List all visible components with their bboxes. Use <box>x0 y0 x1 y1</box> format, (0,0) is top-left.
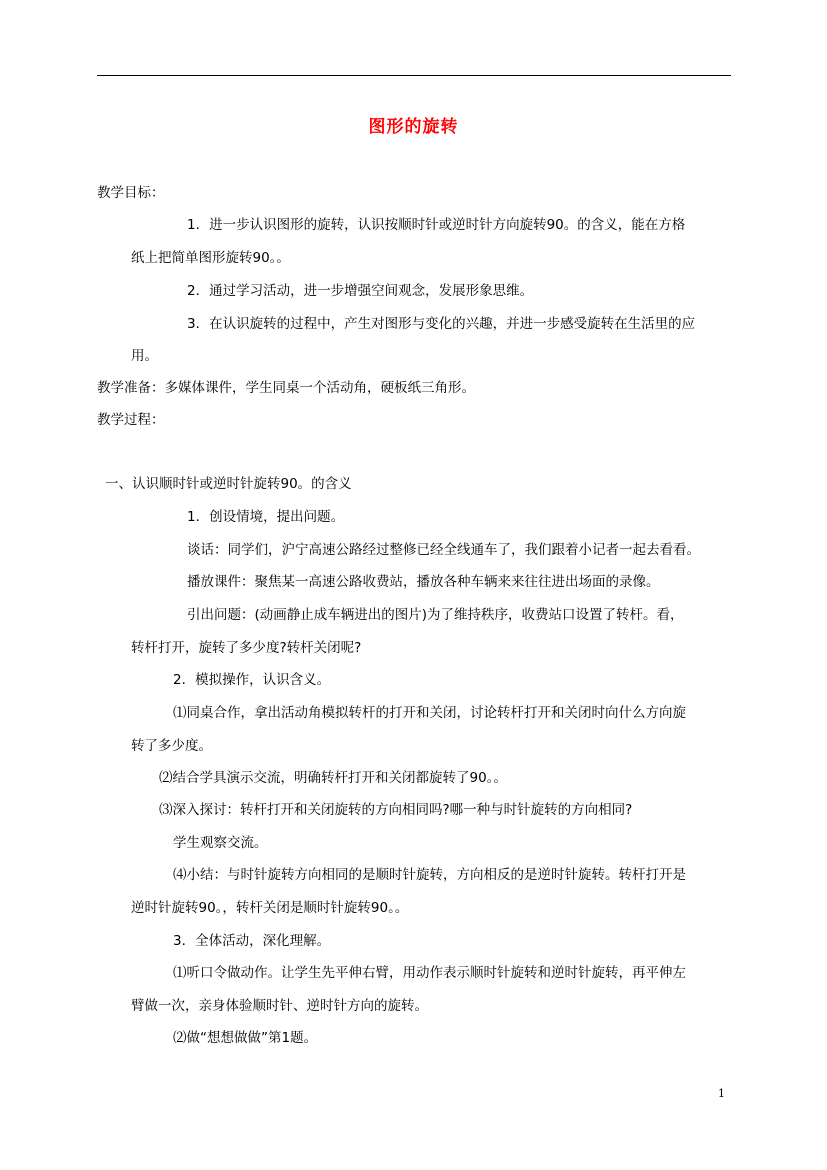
section-heading-preparation: 教学准备：多媒体课件，学生同桌一个活动角，硬板纸三角形。 <box>97 380 475 396</box>
paragraph-line: 转杆打开，旋转了多少度?转杆关闭呢? <box>131 640 362 656</box>
paragraph-line: 2．模拟操作，认识含义。 <box>173 672 331 688</box>
paragraph-line: ⑴听口令做动作。让学生先平伸右臂，用动作表示顺时针旋转和逆时针旋转，再平伸左 <box>173 965 686 981</box>
paragraph-line: 学生观察交流。 <box>173 835 268 851</box>
paragraph-line: 引出问题：(动画静止成车辆进出的图片)为了维持秩序，收费站口设置了转杆。看， <box>187 607 684 623</box>
paragraph-line: ⑷小结：与时针旋转方向相同的是顺时针旋转，方向相反的是逆时针旋转。转杆打开是 <box>173 867 686 883</box>
paragraph-line: 用。 <box>131 348 158 364</box>
paragraph-line: ⑶深入探讨：转杆打开和关闭旋转的方向相同吗?哪一种与时针旋转的方向相同? <box>159 802 633 818</box>
section-heading-objectives: 教学目标： <box>97 185 165 201</box>
paragraph-line: 3．在认识旋转的过程中，产生对图形与变化的兴趣，并进一步感受旋转在生活里的应 <box>187 316 696 332</box>
section-heading-process: 教学过程： <box>97 412 165 428</box>
paragraph-line: 转了多少度。 <box>131 738 212 754</box>
subsection-heading: 一、认识顺时针或逆时针旋转90。的含义 <box>105 476 352 492</box>
page-number: 1 <box>718 1087 725 1100</box>
paragraph-line: ⑵结合学具演示交流，明确转杆打开和关闭都旋转了90。。 <box>159 770 507 786</box>
paragraph-line: ⑴同桌合作，拿出活动角模拟转杆的打开和关闭，讨论转杆打开和关闭时向什么方向旋 <box>173 705 686 721</box>
paragraph-line: 1．进一步认识图形的旋转，认识按顺时针或逆时针方向旋转90。的含义，能在方格 <box>187 217 686 233</box>
header-rule <box>97 75 731 76</box>
page-title: 图形的旋转 <box>368 117 459 137</box>
paragraph-line: 3．全体活动，深化理解。 <box>173 933 331 949</box>
paragraph-line: 2．通过学习活动，进一步增强空间观念，发展形象思维。 <box>187 283 534 299</box>
paragraph-line: ⑵做“想想做做”第1题。 <box>173 1030 318 1046</box>
paragraph-line: 臂做一次，亲身体验顺时针、逆时针方向的旋转。 <box>131 998 428 1014</box>
paragraph-line: 逆时针旋转90。，转杆关闭是顺时针旋转90。。 <box>131 900 409 916</box>
paragraph-line: 播放课件：聚焦某一高速公路收费站，播放各种车辆来来往往进出场面的录像。 <box>187 574 660 590</box>
paragraph-line: 1．创设情境，提出问题。 <box>187 509 345 525</box>
paragraph-line: 纸上把简单图形旋转90。。 <box>131 250 290 266</box>
paragraph-line: 谈话：同学们，沪宁高速公路经过整修已经全线通车了，我们跟着小记者一起去看看。 <box>187 542 700 558</box>
